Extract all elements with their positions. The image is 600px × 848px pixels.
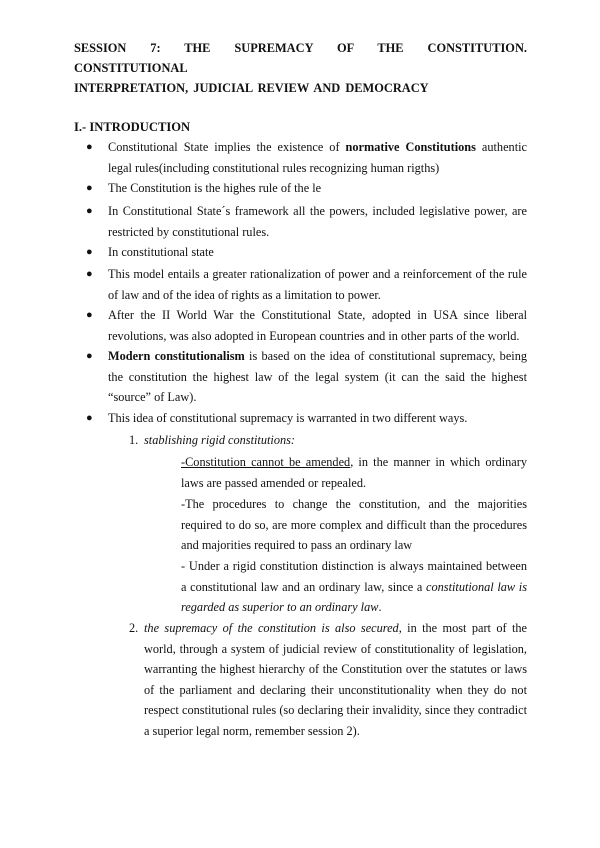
bullet-text: In constitutional state	[108, 245, 214, 259]
bullet-icon: ●	[86, 182, 93, 194]
bullet-text: Constitutional State implies the existence of normative Constitutions authentic legal rules(including constitutional rules recognizing human rigths)	[108, 140, 527, 175]
bullet-icon: ●	[86, 309, 93, 321]
bullet-text: In Constitutional State´s framework all the powers, included legislative power, are restricted by constitutional rules.	[108, 204, 527, 239]
bullet-icon: ●	[86, 268, 93, 280]
bullet-text: Modern constitutionalism is based on the idea of constitutional supremacy, being the constitution the highest law of the legal system (it can the said the highest “source” of Law).	[108, 349, 528, 404]
section-heading: I.- INTRODUCTION	[74, 120, 191, 134]
sub-point-text: -Constitution cannot be amended, in the manner in which ordinary laws are passed amended or repealed.	[181, 455, 527, 490]
emphasis-bold: Modern constitutionalism	[108, 349, 245, 363]
bullet-text: This model entails a greater rationalization of power and a reinforcement of the rule of law and of the idea of rights as a limitation to power.	[108, 267, 527, 302]
document-title	[74, 38, 527, 98]
sub-point-text: - Under a rigid constitution distinction is always maintained between a constitutional law and an ordinary law, since a constitutional law is regarded as superior to an ordinary law.	[181, 559, 527, 614]
emphasis-italic: the supremacy of the constitution is also secured	[144, 621, 399, 635]
bullet-icon: ●	[86, 141, 93, 153]
bullet-icon: ●	[86, 246, 93, 258]
title-line-2: INTERPRETATION, JUDICIAL REVIEW AND DEMOCRACY	[74, 81, 429, 95]
item-number: 2.	[129, 621, 139, 635]
bullet-icon: ●	[86, 350, 93, 362]
bullet-icon: ●	[86, 205, 93, 217]
sub-point-text: -The procedures to change the constitution, and the majorities required to do so, are more complex and difficult than the procedures and majorities required to pass an ordinary law	[181, 497, 527, 552]
bullet-icon: ●	[86, 412, 93, 424]
bullet-text: This idea of constitutional supremacy is warranted in two different ways.	[108, 411, 468, 425]
bullet-text: After the II World War the Constitutional State, adopted in USA since liberal revolutions, was also adopted in European countries and in other parts of the world.	[108, 308, 527, 343]
title-line-1: SESSION 7: THE SUPREMACY OF THE CONSTITUTION. CONSTITUTIONAL	[74, 41, 527, 75]
numbered-text	[144, 430, 527, 451]
item-number: 1.	[129, 433, 139, 447]
bullet-text: The Constitution is the highes rule of the le	[108, 181, 322, 195]
numbered-text: the supremacy of the constitution is also secured, in the most part of the world, through a system of judicial review of constitutionality of legislation, warranting the highest hierarchy of the Constitution over the statutes or laws of the parliament and declaring their unconstitutionality when they do not respect constitutional rules (so declaring their invalidity, since they contradict a superior legal norm, remember session 2).	[144, 621, 527, 738]
emphasis-bold: normative Constitutions	[345, 140, 476, 154]
underlined-text: -Constitution cannot be amended	[181, 455, 351, 469]
emphasis-italic: stablishing rigid constitutions:	[144, 433, 295, 447]
emphasis-italic: constitutional law is regarded as superior to an ordinary law	[181, 579, 527, 614]
